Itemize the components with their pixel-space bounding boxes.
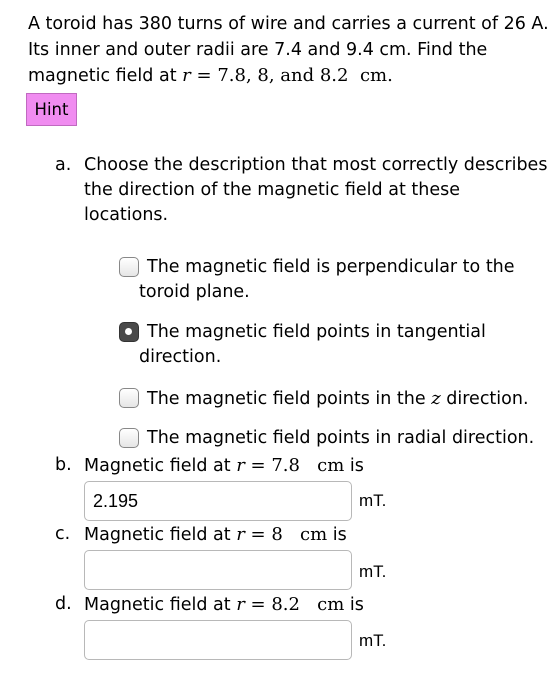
unit-label: mT. bbox=[359, 631, 387, 650]
problem-line bbox=[28, 63, 556, 90]
math-operator: = bbox=[250, 455, 266, 476]
problem-line: A toroid has 380 turns of wire and carries a current of 26 A. bbox=[28, 14, 549, 34]
unit-label: mT. bbox=[359, 562, 387, 581]
part-d bbox=[55, 592, 364, 618]
answer-input-d[interactable] bbox=[84, 620, 352, 660]
part-b-question bbox=[55, 453, 364, 479]
part-letter: c. bbox=[55, 524, 71, 544]
math-variable: r bbox=[236, 524, 245, 545]
math-variable: r bbox=[236, 455, 245, 476]
math-variable: r bbox=[236, 594, 245, 615]
problem-statement bbox=[28, 12, 556, 90]
math-unit: cm bbox=[299, 524, 328, 545]
part-letter: b. bbox=[55, 455, 72, 475]
option-label bbox=[119, 426, 557, 451]
option-label bbox=[119, 386, 557, 412]
question-text: Magnetic field at bbox=[84, 595, 231, 615]
math-value: 8.2 bbox=[271, 594, 300, 615]
checkbox-checked[interactable] bbox=[119, 322, 139, 342]
math-operator: = bbox=[196, 65, 212, 86]
checkbox[interactable] bbox=[119, 257, 139, 277]
math-expression bbox=[236, 455, 344, 476]
part-letter: d. bbox=[55, 594, 72, 614]
option-line: direction. bbox=[139, 347, 222, 367]
part-a-question bbox=[84, 153, 555, 228]
math-variable: z bbox=[431, 388, 441, 409]
question-text: is bbox=[349, 456, 364, 476]
part-d-question bbox=[55, 592, 364, 618]
question-text: Magnetic field at bbox=[84, 456, 231, 476]
option-z-direction[interactable] bbox=[119, 386, 557, 412]
question-text: is bbox=[332, 525, 347, 545]
option-line: toroid plane. bbox=[139, 282, 250, 302]
option-text: The magnetic field points in the bbox=[147, 389, 426, 409]
checkbox[interactable] bbox=[119, 428, 139, 448]
answer-input-b[interactable] bbox=[84, 481, 352, 521]
question-text: is bbox=[349, 595, 364, 615]
option-line: The magnetic field points in tangential bbox=[147, 322, 486, 342]
question-text: Magnetic field at bbox=[84, 525, 231, 545]
part-a bbox=[55, 153, 555, 228]
part-letter: a. bbox=[55, 155, 72, 175]
problem-text: magnetic field at bbox=[28, 66, 177, 86]
question-line: Choose the description that most correctly describes bbox=[84, 155, 548, 175]
option-radial[interactable] bbox=[119, 426, 557, 451]
math-operator: = bbox=[250, 594, 266, 615]
option-line: The magnetic field points in radial direction. bbox=[147, 428, 535, 448]
option-text: direction. bbox=[446, 389, 529, 409]
math-expression bbox=[182, 65, 393, 86]
part-c bbox=[55, 522, 347, 548]
question-line: locations. bbox=[84, 205, 169, 225]
option-label bbox=[119, 320, 557, 370]
math-values: 7.8, 8, and 8.2 bbox=[217, 65, 349, 86]
math-operator: = bbox=[250, 524, 266, 545]
option-label bbox=[119, 255, 557, 305]
math-value: 7.8 bbox=[271, 455, 300, 476]
unit-label: mT. bbox=[359, 491, 387, 510]
math-unit: cm bbox=[317, 594, 345, 615]
part-b bbox=[55, 453, 364, 479]
math-unit: cm. bbox=[359, 65, 393, 86]
math-variable: r bbox=[182, 65, 191, 86]
checkbox[interactable] bbox=[119, 388, 139, 408]
problem-line: Its inner and outer radii are 7.4 and 9.4 cm. Find the bbox=[28, 39, 488, 60]
math-expression bbox=[236, 524, 327, 545]
option-perpendicular[interactable] bbox=[119, 255, 557, 305]
question-line: the direction of the magnetic field at these bbox=[84, 180, 460, 200]
option-line: The magnetic field is perpendicular to the bbox=[147, 257, 515, 277]
math-unit: cm bbox=[317, 455, 345, 476]
math-expression bbox=[236, 594, 344, 615]
hint-button[interactable]: Hint bbox=[26, 93, 77, 126]
math-value: 8 bbox=[271, 524, 283, 545]
part-c-question bbox=[55, 522, 347, 548]
option-tangential[interactable] bbox=[119, 320, 557, 370]
answer-input-c[interactable] bbox=[84, 550, 352, 590]
